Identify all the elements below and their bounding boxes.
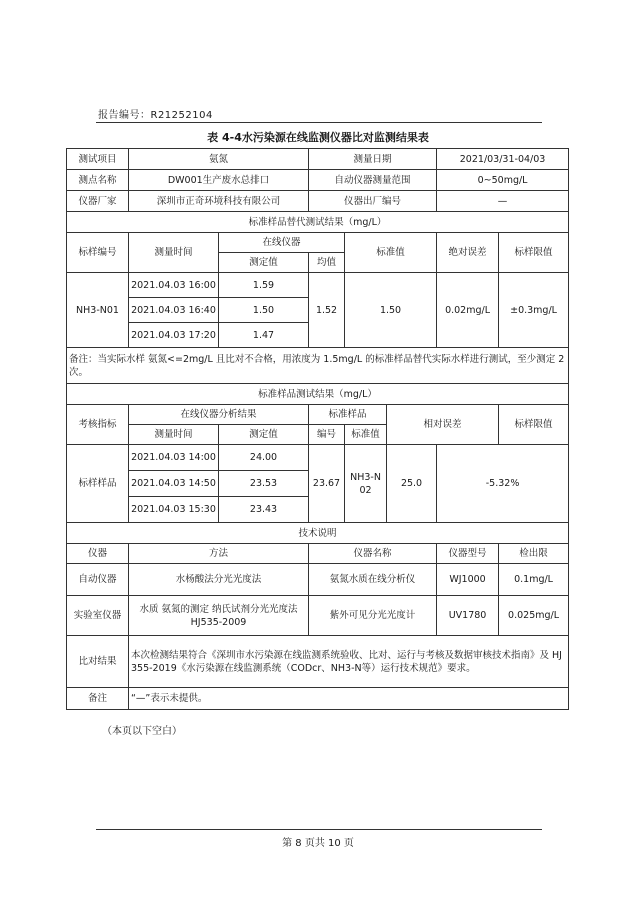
blank-below-note: （本页以下空白） xyxy=(102,726,182,737)
tech-row xyxy=(67,596,569,636)
std-test-header-online: 在线仪器分析结果 xyxy=(129,405,309,425)
std-test-row xyxy=(67,445,569,471)
std-test-std: 25.0 xyxy=(387,445,437,523)
std-test-section-title: 标准样品测试结果（mg/L） xyxy=(67,384,569,405)
std-test-time: 2021.04.03 15:30 xyxy=(129,497,219,523)
std-test-value: 24.00 xyxy=(219,445,309,471)
std-sub-section-title: 标准样品替代测试结果（mg/L） xyxy=(67,212,569,233)
std-test-avg: 23.67 xyxy=(309,445,345,523)
info-row-1 xyxy=(67,149,569,170)
std-sub-note: 备注：当实际水样 氨氮<=2mg/L 且比对不合格，用浓度为 1.5mg/L 的标准样品替代实际水样进行测试，至少测定 2 次。 xyxy=(67,348,569,384)
conclusion-text: 本次检测结果符合《深圳市水污染源在线监测系统验收、比对、运行与考核及数据审核技术指南》及 HJ 355-2019《水污染源在线监测系统（CODcr、NH3-N等）运行技术规范》要求。 xyxy=(129,636,569,688)
std-test-value: 23.53 xyxy=(219,471,309,497)
std-test-time: 2021.04.03 14:00 xyxy=(129,445,219,471)
tech-header-name: 仪器名称 xyxy=(309,544,437,564)
tech-header-model: 仪器型号 xyxy=(437,544,499,564)
tech-header-lod: 检出限 xyxy=(499,544,569,564)
tech-inst: 实验室仪器 xyxy=(67,596,129,636)
std-sub-header-std: 标准值 xyxy=(345,233,437,273)
std-test-header-rel: 相对误差 xyxy=(387,405,499,445)
ship-no-label: 仪器出厂编号 xyxy=(309,191,437,212)
std-test-header-time: 测量时间 xyxy=(129,425,219,445)
std-test-header-limit: 标样限值 xyxy=(499,405,569,445)
tech-section-title: 技术说明 xyxy=(67,523,569,544)
table-title: 表 4-4水污染源在线监测仪器比对监测结果表 xyxy=(207,131,429,144)
std-sub-value: 1.47 xyxy=(219,323,309,348)
conclusion-label: 比对结果 xyxy=(67,636,129,688)
std-sub-time: 2021.04.03 16:00 xyxy=(129,273,219,298)
ship-no-value: — xyxy=(437,191,569,212)
tech-lod: 0.1mg/L xyxy=(499,564,569,596)
std-sub-std: 1.50 xyxy=(345,273,437,348)
std-test-rel: -5.32% xyxy=(437,445,569,523)
results-table xyxy=(66,148,569,710)
test-item-value: 氨氮 xyxy=(129,149,309,170)
page-number: 第 8 页共 10 页 xyxy=(282,838,354,849)
std-sub-row xyxy=(67,273,569,298)
date-value: 2021/03/31-04/03 xyxy=(437,149,569,170)
std-sub-header-abs: 绝对误差 xyxy=(437,233,499,273)
tech-model: UV1780 xyxy=(437,596,499,636)
std-sub-header-limit: 标样限值 xyxy=(499,233,569,273)
tech-name: 紫外可见分光光度计 xyxy=(309,596,437,636)
std-test-value: 23.43 xyxy=(219,497,309,523)
std-test-header-no: 编号 xyxy=(309,425,345,445)
std-sub-header-online: 在线仪器 xyxy=(219,233,345,253)
range-label: 自动仪器测量范围 xyxy=(309,170,437,191)
std-sub-abs: 0.02mg/L xyxy=(437,273,499,348)
std-sub-value: 1.50 xyxy=(219,298,309,323)
std-sub-value: 1.59 xyxy=(219,273,309,298)
std-sub-avg: 1.52 xyxy=(309,273,345,348)
report-number: 报告编号：R21252104 xyxy=(98,110,213,121)
date-label: 测量日期 xyxy=(309,149,437,170)
std-test-index: 标样样品 xyxy=(67,445,129,523)
point-value: DW001生产废水总排口 xyxy=(129,170,309,191)
std-test-sample-no: NH3-N 02 xyxy=(345,445,387,523)
std-sub-sample-no: NH3-N01 xyxy=(67,273,129,348)
maker-label: 仪器厂家 xyxy=(67,191,129,212)
header-divider xyxy=(96,122,542,123)
maker-value: 深圳市正奇环境科技有限公司 xyxy=(129,191,309,212)
point-label: 测点名称 xyxy=(67,170,129,191)
std-sub-time: 2021.04.03 16:40 xyxy=(129,298,219,323)
std-sub-header-no: 标样编号 xyxy=(67,233,129,273)
std-test-header-std: 标准值 xyxy=(345,425,387,445)
std-sub-header-time: 测量时间 xyxy=(129,233,219,273)
std-test-time: 2021.04.03 14:50 xyxy=(129,471,219,497)
info-row-3 xyxy=(67,191,569,212)
std-sub-time: 2021.04.03 17:20 xyxy=(129,323,219,348)
footer-divider xyxy=(96,829,542,830)
tech-lod: 0.025mg/L xyxy=(499,596,569,636)
tech-row xyxy=(67,564,569,596)
remark-label: 备注 xyxy=(67,688,129,710)
std-test-header-sample: 标准样品 xyxy=(309,405,387,425)
tech-name: 氨氮水质在线分析仪 xyxy=(309,564,437,596)
std-sub-header-avg: 均值 xyxy=(309,253,345,273)
tech-header-method: 方法 xyxy=(129,544,309,564)
tech-inst: 自动仪器 xyxy=(67,564,129,596)
std-test-header-index: 考核指标 xyxy=(67,405,129,445)
range-value: 0~50mg/L xyxy=(437,170,569,191)
tech-method: 水杨酸法分光光度法 xyxy=(129,564,309,596)
std-sub-limit: ±0.3mg/L xyxy=(499,273,569,348)
tech-model: WJ1000 xyxy=(437,564,499,596)
std-test-header-meas: 测定值 xyxy=(219,425,309,445)
test-item-label: 测试项目 xyxy=(67,149,129,170)
std-sub-header-meas: 测定值 xyxy=(219,253,309,273)
tech-header-inst: 仪器 xyxy=(67,544,129,564)
info-row-2 xyxy=(67,170,569,191)
remark-text: “—”表示未提供。 xyxy=(129,688,569,710)
tech-method: 水质 氨氮的测定 纳氏试剂分光光度法 HJ535-2009 xyxy=(129,596,309,636)
